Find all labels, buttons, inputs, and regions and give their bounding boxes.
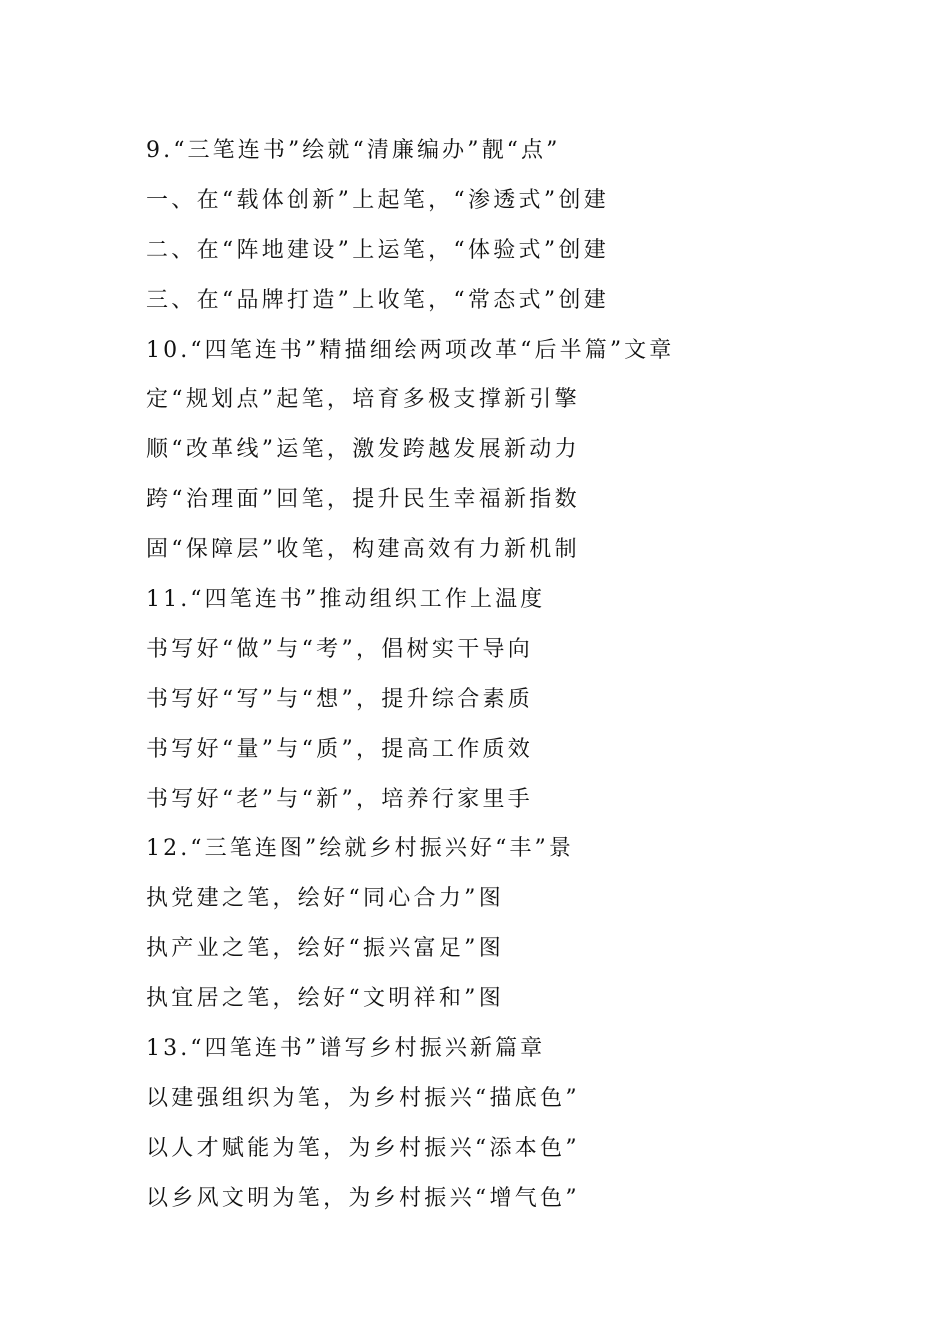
text-line: 以建强组织为笔，为乡村振兴“描底色” bbox=[146, 1085, 580, 1111]
text-line: 执产业之笔，绘好“振兴富足”图 bbox=[146, 936, 504, 962]
text-line: 以人才赋能为笔，为乡村振兴“添本色” bbox=[146, 1135, 580, 1161]
section-heading-11: 11.“四笔连书”推动组织工作上温度 bbox=[146, 587, 546, 613]
text-line: 书写好“写”与“想”，提升综合素质 bbox=[146, 686, 534, 712]
section-heading-12: 12.“三笔连图”绘就乡村振兴好“丰”景 bbox=[146, 836, 574, 862]
text-line: 跨“治理面”回笔，提升民生幸福新指数 bbox=[146, 487, 580, 513]
text-line: 顺“改革线”运笔，激发跨越发展新动力 bbox=[146, 437, 580, 463]
section-heading-13: 13.“四笔连书”谱写乡村振兴新篇章 bbox=[146, 1036, 546, 1062]
section-heading-9: 9.“三笔连书”绘就“清廉编办”靓“点” bbox=[146, 138, 561, 163]
text-line: 二、在“阵地建设”上运笔，“体验式”创建 bbox=[146, 237, 609, 263]
text-line: 三、在“品牌打造”上收笔，“常态式”创建 bbox=[146, 287, 609, 313]
document-body bbox=[146, 126, 846, 1224]
text-line: 书写好“做”与“考”，倡树实干导向 bbox=[146, 636, 534, 662]
section-heading-10: 10.“四笔连书”精描细绘两项改革“后半篇”文章 bbox=[146, 337, 675, 363]
text-line: 固“保障层”收笔，构建高效有力新机制 bbox=[146, 537, 580, 563]
text-line: 一、在“载体创新”上起笔，“渗透式”创建 bbox=[146, 187, 609, 213]
text-line: 执宜居之笔，绘好“文明祥和”图 bbox=[146, 986, 504, 1012]
text-line: 书写好“老”与“新”，培养行家里手 bbox=[146, 786, 534, 812]
text-line: 定“规划点”起笔，培育多极支撑新引擎 bbox=[146, 387, 580, 413]
text-line: 书写好“量”与“质”，提高工作质效 bbox=[146, 736, 534, 762]
text-line: 以乡风文明为笔，为乡村振兴“增气色” bbox=[146, 1185, 580, 1211]
text-line: 执党建之笔，绘好“同心合力”图 bbox=[146, 886, 504, 912]
